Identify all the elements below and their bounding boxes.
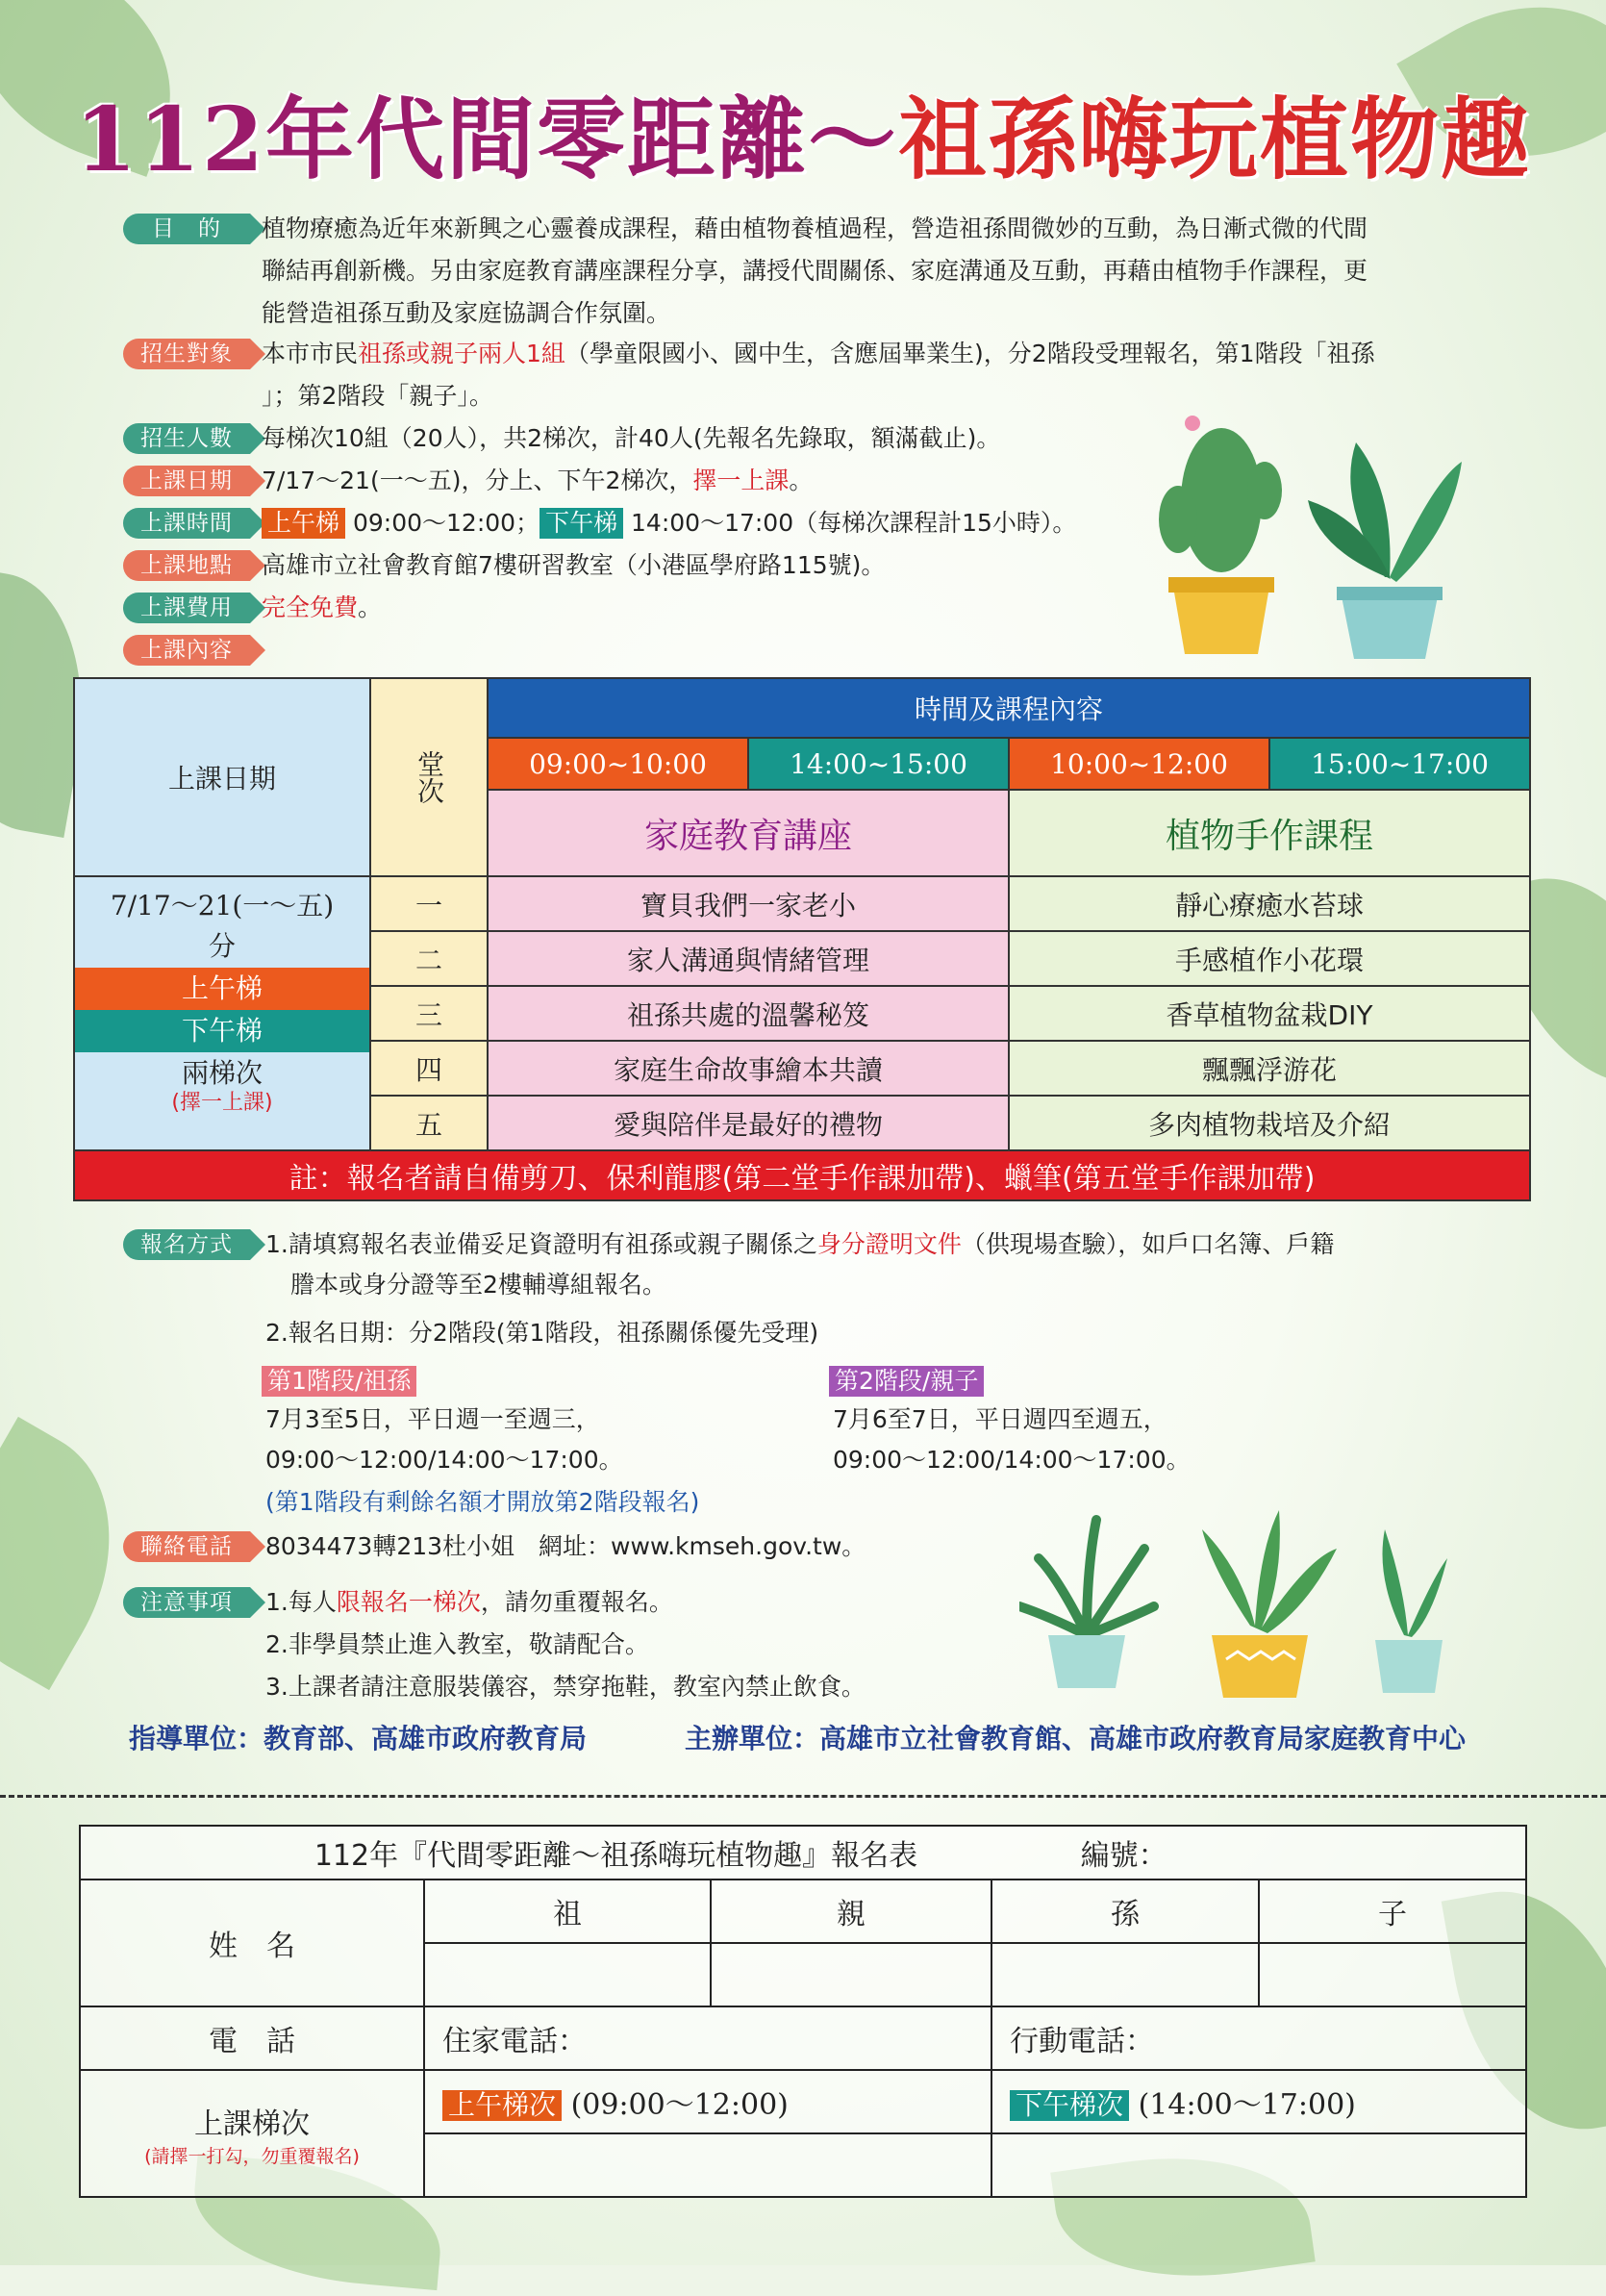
- am-badge: 上午梯: [262, 508, 345, 539]
- am-label: 上午梯: [75, 968, 369, 1010]
- tag-register: 報名方式: [123, 1229, 250, 1260]
- session-number: 二: [370, 931, 488, 986]
- tag-time: 上課時間: [123, 508, 250, 539]
- child-name-group: [991, 1943, 1526, 2006]
- craft-topic: 靜心療癒水苔球: [1009, 876, 1530, 931]
- tag-notice: 注意事項: [123, 1587, 250, 1618]
- home-phone-field[interactable]: 住家電話：: [424, 2006, 991, 2070]
- title-part2: 祖孫嗨玩植物趣: [898, 88, 1532, 191]
- stage2-tag: 第2階段/親子: [829, 1366, 984, 1397]
- purpose-line2: 聯結再創新機。另由家庭教育講座課程分享，講授代間關係、家庭溝通及互動，再藉由植物手作課程，更: [262, 257, 1368, 285]
- name-label: 姓 名: [80, 1880, 424, 2006]
- lecture-topic: 寶貝我們一家老小: [488, 876, 1009, 931]
- col-parent: 親: [711, 1880, 991, 1943]
- count-text: 每梯次10組（20人），共2梯次，計40人(先報名先錄取，額滿截止)。: [262, 424, 1001, 452]
- stage2-dates: 7月6至7日，平日週四至週五，: [833, 1405, 1167, 1433]
- notice-line2: 2.非學員禁止進入教室，敬請配合。: [265, 1630, 649, 1658]
- tag-purpose: 目 的: [123, 214, 250, 244]
- tag-target: 招生對象: [123, 339, 250, 369]
- craft-topic: 手感植作小花環: [1009, 931, 1530, 986]
- host-unit: 主辦單位：高雄市立社會教育館、高雄市政府教育局家庭教育中心: [685, 1723, 1467, 1754]
- register-line2: 2.報名日期：分2階段(第1階段，祖孫關係優先受理): [265, 1319, 819, 1347]
- session-label-cell: [80, 2070, 424, 2197]
- session-number: 一: [370, 876, 488, 931]
- time-slot-3: 10:00~12:00: [1009, 738, 1269, 790]
- tag-fee: 上課費用: [123, 593, 250, 623]
- session-number: 三: [370, 986, 488, 1041]
- form-number-label: 編號：: [1080, 1839, 1167, 1873]
- time-text: 上午梯 09:00～12:00； 下午梯 14:00～17:00（每梯次課程計15小時）。: [262, 502, 1076, 544]
- grandchild-name-field[interactable]: [992, 1944, 1259, 2006]
- title-part1: 112年代間零距離～: [74, 88, 899, 191]
- contact-text: 8034473轉213杜小姐 網址：www.kmseh.gov.tw。: [265, 1532, 866, 1560]
- stage1-dates: 7月3至5日，平日週一至週三，: [265, 1405, 600, 1433]
- schedule-table: [73, 677, 1531, 1201]
- header-time: 時間及課程內容: [488, 678, 1530, 738]
- register-line1b: 謄本或身分證等至2樓輔導組報名。: [290, 1271, 666, 1299]
- column-craft: 植物手作課程: [1009, 790, 1530, 876]
- col-child-group: [991, 1880, 1526, 1943]
- craft-topic: 香草植物盆栽DIY: [1009, 986, 1530, 1041]
- registration-form: [79, 1825, 1527, 2198]
- column-lecture: 家庭教育講座: [488, 790, 1009, 876]
- register-line1: 1.請填寫報名表並備妥足資證明有祖孫或親子關係之身分證明文件（供現場查驗），如戶口名簿、戶籍: [265, 1230, 1335, 1258]
- time-slot-1: 09:00~10:00: [488, 738, 748, 790]
- craft-topic: 多肉植物栽培及介紹: [1009, 1096, 1530, 1150]
- lecture-topic: 祖孫共處的溫馨秘笈: [488, 986, 1009, 1041]
- header-date: 上課日期: [74, 678, 370, 876]
- tag-date: 上課日期: [123, 466, 250, 496]
- notice-line1: 1.每人限報名一梯次，請勿重覆報名。: [265, 1588, 673, 1616]
- date-cell: 7/17～21(一～五) 分 上午梯 下午梯 兩梯次 (擇一上課): [74, 876, 370, 1150]
- mobile-phone-field[interactable]: 行動電話：: [991, 2006, 1526, 2070]
- phone-label: 電 話: [80, 2006, 424, 2070]
- lecture-topic: 愛與陪伴是最好的禮物: [488, 1096, 1009, 1150]
- page-title: [0, 69, 1606, 196]
- parent-name-field[interactable]: [711, 1943, 991, 2006]
- tag-contact: 聯絡電話: [123, 1531, 250, 1562]
- col-grand: 祖: [424, 1880, 711, 1943]
- target-line2: 」；第2階段「親子」。: [262, 382, 493, 410]
- time-slot-4: 15:00~17:00: [1269, 738, 1530, 790]
- stage1-tag-row: [262, 1360, 416, 1402]
- pm-badge: 下午梯: [540, 508, 623, 539]
- craft-topic: 飄飄浮游花: [1009, 1041, 1530, 1096]
- fee-text: 完全免費。: [262, 593, 383, 621]
- potted-plants-illustration: [1019, 1501, 1452, 1703]
- form-title: 112年『代間零距離～祖孫嗨玩植物趣』報名表 編號：: [80, 1826, 1526, 1880]
- target-line1: 本市市民祖孫或親子兩人1組（學童限國小、國中生，含應屆畢業生)，分2階段受理報名，第1階段「祖孫: [262, 340, 1375, 367]
- purpose-line1: 植物療癒為近年來新興之心靈養成課程，藉由植物養植過程，營造祖孫間微妙的互動，為日漸式微的代間: [262, 214, 1368, 242]
- session-label: 上課梯次: [194, 2107, 310, 2141]
- stage-note: (第1階段有剩餘名額才開放第2階段報名): [265, 1488, 700, 1516]
- stage2-tag-row: [829, 1360, 984, 1402]
- place-text: 高雄市立社會教育館7樓研習教室（小港區學府路115號)。: [262, 551, 886, 579]
- session-number: 四: [370, 1041, 488, 1096]
- stage1-tag: 第1階段/祖孫: [262, 1366, 416, 1397]
- stage1-hours: 09:00～12:00/14:00～17:00。: [265, 1446, 623, 1474]
- header-session: 堂次: [370, 678, 488, 876]
- session-number: 五: [370, 1096, 488, 1150]
- col-grandchild: 孫: [992, 1880, 1259, 1942]
- purpose-line3: 能營造祖孫互動及家庭協調合作氛圍。: [262, 299, 671, 327]
- tag-place: 上課地點: [123, 550, 250, 581]
- grand-name-field[interactable]: [424, 1943, 711, 2006]
- am-check-field[interactable]: [424, 2133, 991, 2197]
- am-option-tag: 上午梯次: [442, 2090, 562, 2121]
- stage2-hours: 09:00～12:00/14:00～17:00。: [833, 1446, 1191, 1474]
- supplies-note: 註：報名者請自備剪刀、保利龍膠(第二堂手作課加帶)、蠟筆(第五堂手作課加帶): [74, 1150, 1530, 1200]
- pm-option[interactable]: 下午梯次 (14:00～17:00): [991, 2070, 1526, 2133]
- guide-unit: 指導單位：教育部、高雄市政府教育局: [129, 1723, 588, 1754]
- session-note: (請擇一打勾，勿重覆報名): [144, 2145, 360, 2167]
- tag-count: 招生人數: [123, 423, 250, 454]
- lecture-topic: 家庭生命故事繪本共讀: [488, 1041, 1009, 1096]
- pm-option-tag: 下午梯次: [1010, 2090, 1129, 2121]
- time-slot-2: 14:00~15:00: [748, 738, 1009, 790]
- cut-line: [0, 1795, 1606, 1798]
- lecture-topic: 家人溝通與情緒管理: [488, 931, 1009, 986]
- col-child: 子: [1378, 1898, 1407, 1931]
- date-text: 7/17～21(一～五)，分上、下午2梯次，擇一上課。: [262, 467, 814, 494]
- am-option[interactable]: 上午梯次 (09:00～12:00): [424, 2070, 991, 2133]
- tag-content: 上課內容: [123, 635, 250, 666]
- potted-plants-illustration: [1144, 385, 1471, 673]
- child-name-field[interactable]: [1259, 1944, 1525, 2006]
- pm-check-field[interactable]: [991, 2133, 1526, 2197]
- notice-line3: 3.上課者請注意服裝儀容，禁穿拖鞋，教室內禁止飲食。: [265, 1673, 866, 1701]
- pm-label: 下午梯: [75, 1010, 369, 1052]
